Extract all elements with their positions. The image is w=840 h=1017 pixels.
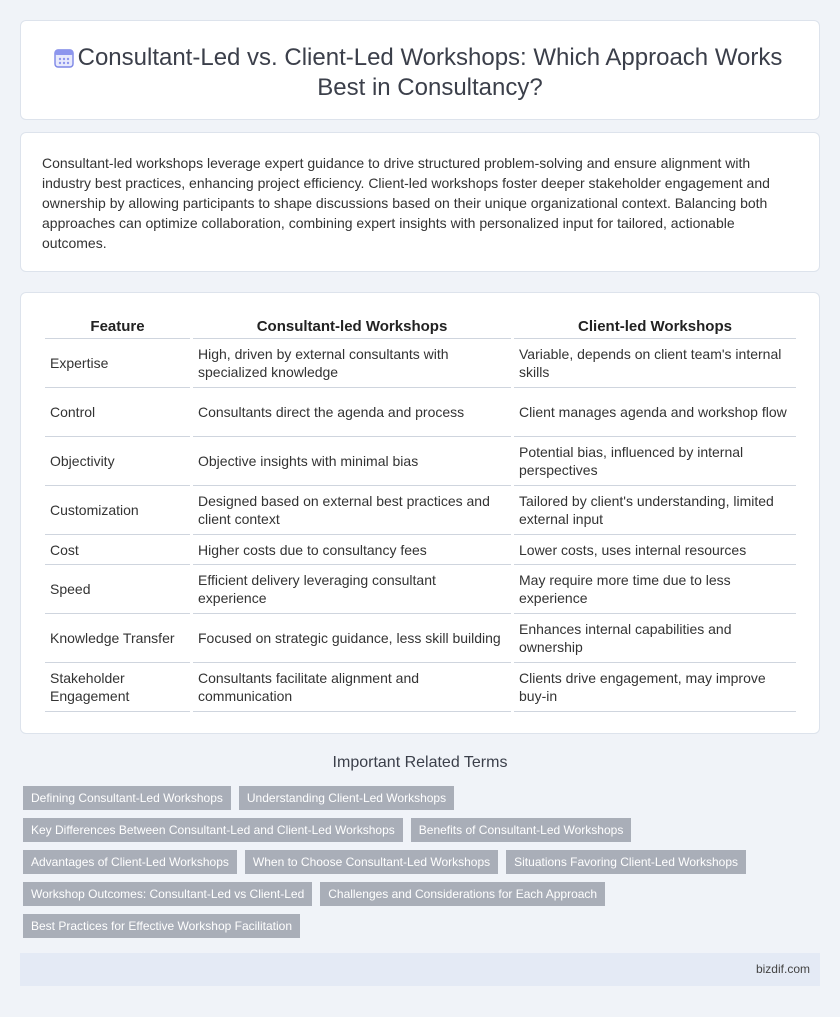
header-feature: Feature (45, 315, 190, 339)
consultant-cell: Efficient delivery leveraging consultant experience (193, 565, 511, 614)
related-term-tag[interactable]: Key Differences Between Consultant-Led and Client-Led Workshops (23, 818, 403, 842)
related-term-tag[interactable]: Workshop Outcomes: Consultant-Led vs Client-Led (23, 882, 312, 906)
feature-cell: Cost (45, 535, 190, 565)
related-term-tag[interactable]: Benefits of Consultant-Led Workshops (411, 818, 632, 842)
table-row (45, 339, 796, 388)
table-row (45, 535, 796, 565)
consultant-cell: Designed based on external best practices and client context (193, 486, 511, 535)
header-card (20, 20, 820, 120)
table-header-row (45, 315, 796, 339)
consultant-cell: Higher costs due to consultancy fees (193, 535, 511, 565)
comparison-card (20, 292, 820, 734)
feature-cell: Customization (45, 486, 190, 535)
related-term-tag[interactable]: Challenges and Considerations for Each Approach (320, 882, 605, 906)
header-client-led: Client-led Workshops (514, 315, 796, 339)
table-row (45, 614, 796, 663)
consultant-cell: Consultants direct the agenda and process (193, 388, 511, 437)
table-row (45, 565, 796, 614)
table-row (45, 437, 796, 486)
table-row (45, 388, 796, 437)
table-row (45, 663, 796, 712)
page-title: Consultant-Led vs. Client-Led Workshops: Which Approach Works Best in Consultancy? (77, 44, 783, 101)
consultant-cell: Focused on strategic guidance, less skill building (193, 614, 511, 663)
footer-site-link[interactable]: bizdif.com (755, 962, 810, 976)
related-terms-heading: Important Related Terms (332, 754, 508, 771)
table-row (45, 486, 796, 535)
client-cell: Lower costs, uses internal resources (514, 535, 796, 565)
feature-cell: Objectivity (45, 437, 190, 486)
feature-cell: Knowledge Transfer (45, 614, 190, 663)
consultant-cell: Objective insights with minimal bias (193, 437, 511, 486)
intro-paragraph: Consultant-led workshops leverage expert guidance to drive structured problem-solving and ensure alignment with industry best practices, enhancing project efficiency. Client-led workshops foster deeper stakeholder engagement and ownership by allowing participants to shape discussions based on their unique organizational context. Balancing both approaches can optimize collaboration, combining expert insights with personalized input for tailored, actionable outcomes. (42, 155, 770, 251)
client-cell: Clients drive engagement, may improve buy-in (514, 663, 796, 712)
feature-cell: Stakeholder Engagement (45, 663, 190, 712)
consultant-cell: Consultants facilitate alignment and communication (193, 663, 511, 712)
feature-cell: Expertise (45, 339, 190, 388)
client-cell: Potential bias, influenced by internal perspectives (514, 437, 796, 486)
feature-cell: Speed (45, 565, 190, 614)
footer (20, 953, 820, 986)
consultant-cell: High, driven by external consultants with specialized knowledge (193, 339, 511, 388)
comparison-table (42, 315, 799, 712)
related-term-tag[interactable]: Best Practices for Effective Workshop Facilitation (23, 914, 300, 938)
related-term-tag[interactable]: Situations Favoring Client-Led Workshops (506, 850, 746, 874)
client-cell: Client manages agenda and workshop flow (514, 388, 796, 437)
related-term-tag[interactable]: Understanding Client-Led Workshops (239, 786, 454, 810)
related-terms-list (23, 786, 803, 946)
related-term-tag[interactable]: Defining Consultant-Led Workshops (23, 786, 231, 810)
related-term-tag[interactable]: When to Choose Consultant-Led Workshops (245, 850, 498, 874)
feature-cell: Control (45, 388, 190, 437)
client-cell: Variable, depends on client team's internal skills (514, 339, 796, 388)
header-consultant-led: Consultant-led Workshops (193, 315, 511, 339)
client-cell: Tailored by client's understanding, limited external input (514, 486, 796, 535)
related-term-tag[interactable]: Advantages of Client-Led Workshops (23, 850, 237, 874)
intro-card (20, 132, 820, 272)
client-cell: Enhances internal capabilities and ownership (514, 614, 796, 663)
client-cell: May require more time due to less experience (514, 565, 796, 614)
